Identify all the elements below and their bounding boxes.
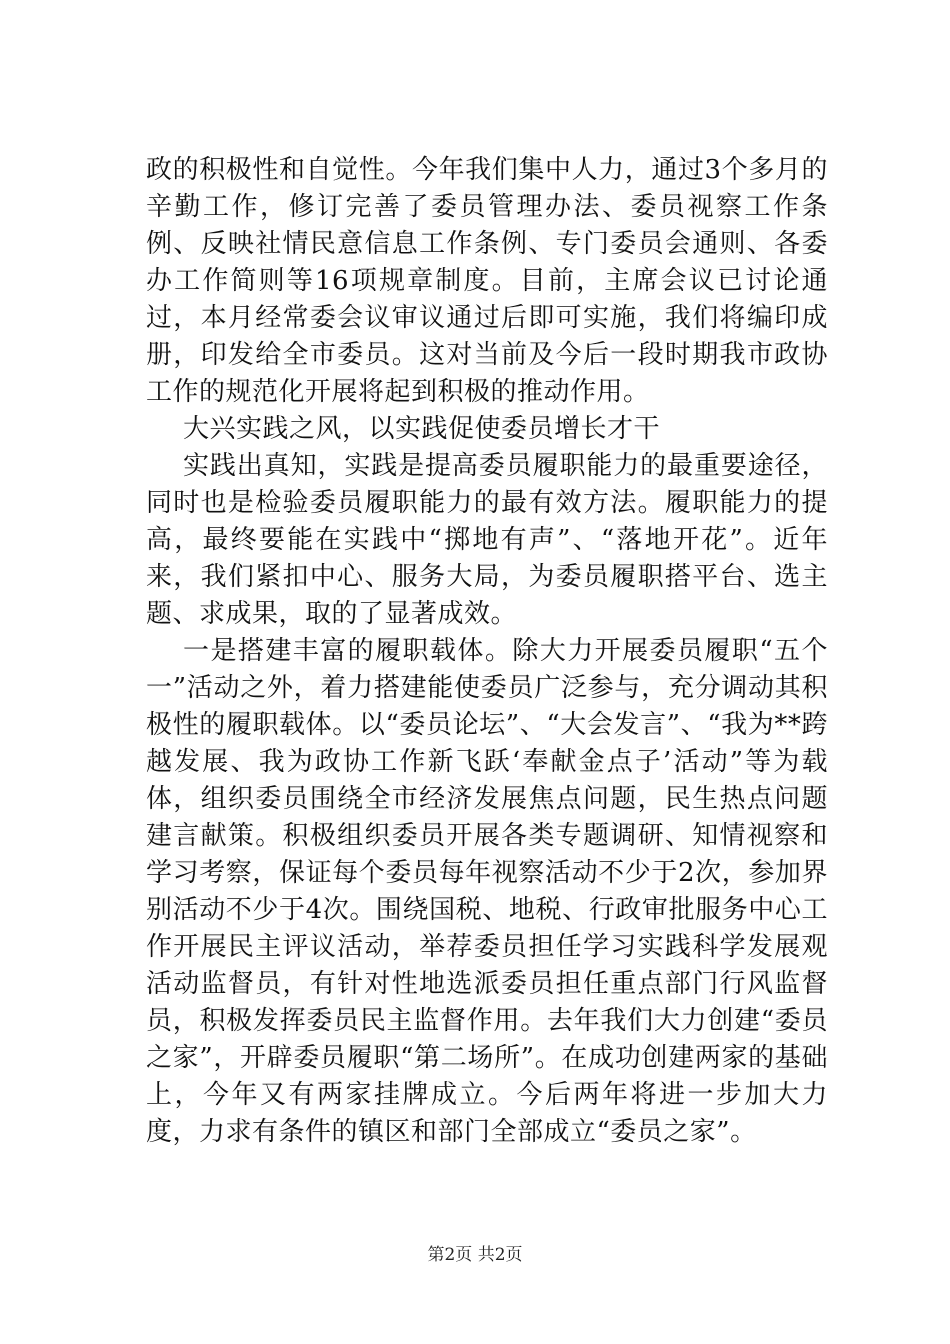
paragraph-continuation: 政的积极性和自觉性。今年我们集中人力，通过3个多月的辛勤工作，修订完善了委员管理办法、委员视察工作条例、反映社情民意信息工作条例、专门委员会通则、各委办工作简则等16项规章制度。目前，主席会议已讨论通过，本月经常委会议审议通过后即可实施，我们将编印成册，印发给全市委员。这对当前及今后一段时期我市政协工作的规范化开展将起到积极的推动作用。 xyxy=(146,155,828,407)
paragraph-practice: 实践出真知，实践是提高委员履职能力的最重要途径，同时也是检验委员履职能力的最有效方法。履职能力的提高，最终要能在实践中“掷地有声”、“落地开花”。近年来，我们紧扣中心、服务大局，为委员履职搭平台、选主题、求成果，取的了显著成效。 xyxy=(146,451,828,629)
paragraph-platform: 一是搭建丰富的履职载体。除大力开展委员履职“五个一”活动之外，着力搭建能使委员广泛参与，充分调动其积极性的履职载体。以“委员论坛”、“大会发言”、“我为**跨越发展、我为政协工作新飞跃‘奉献金点子’活动”等为载体，组织委员围绕全市经济发展焦点问题，民生热点问题建言献策。积极组织委员开展各类专题调研、知情视察和学习考察，保证每个委员每年视察活动不少于2次，参加界别活动不少于4次。围绕国税、地税、行政审批服务中心工作开展民主评议活动，举荐委员担任学习实践科学发展观活动监督员，有针对性地选派委员担任重点部门行风监督员，积极发挥委员民主监督作用。去年我们大力创建“委员之家”，开辟委员履职“第二场所”。在成功创建两家的基础上，今年又有两家挂牌成立。今后两年将进一步加大力度，力求有条件的镇区和部门全部成立“委员之家”。 xyxy=(146,636,828,1147)
section-heading: 大兴实践之风，以实践促使委员增长才干 xyxy=(183,414,661,444)
document-body xyxy=(146,152,828,1151)
page-number-footer: 第2页 共2页 xyxy=(427,1245,523,1265)
